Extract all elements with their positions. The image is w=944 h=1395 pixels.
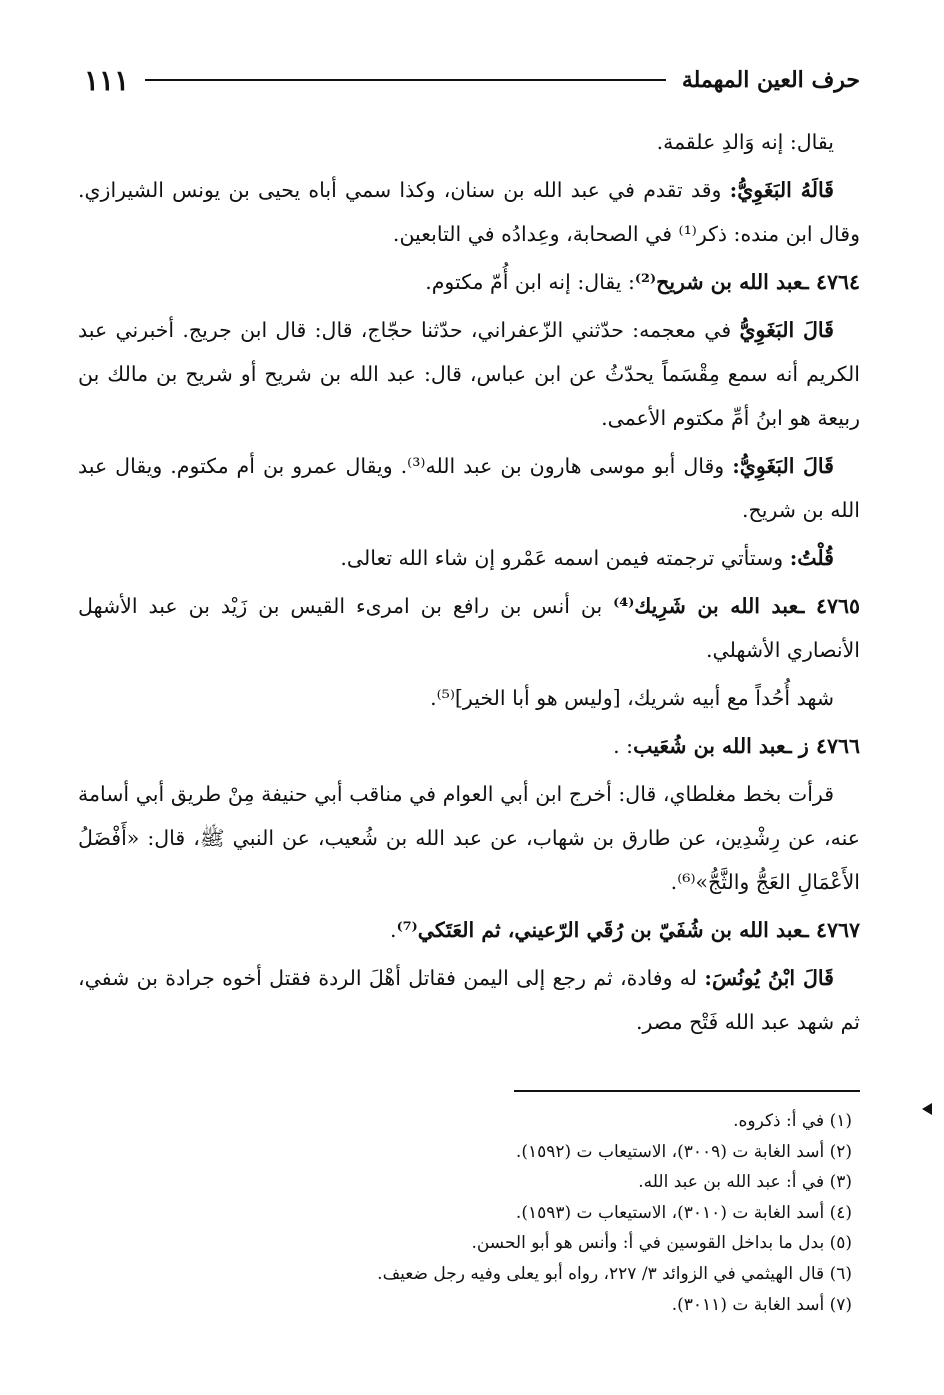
quoted-authority: قَالَهُ البَغَوِيُّ:	[729, 178, 834, 202]
entry-number: ٤٧٦٦ ز ـ	[785, 734, 860, 758]
biography-entry-4764	[78, 260, 860, 304]
paragraph	[78, 120, 860, 164]
entry-name: عبد الله بن شُعَيب	[633, 734, 786, 758]
chapter-title: حرف العين المهملة	[681, 67, 860, 93]
paragraph-text: في معجمه: حدّثني الزّعفراني، حدّثنا حجّاج، قال: قال ابن جريج. أخبرني عبد الكريم أنه سمع مِقْسَماً يحدّثُ عن ابن عباس، قال: عبد الله بن شريح أو شريح بن مالك بن ربيعة هو ابنُ أمِّ مكتوم الأعمى.	[78, 318, 860, 430]
paragraph-text: شهد أُحُداً مع أبيه شريك، [وليس هو أبا الخير]⁽⁵⁾.	[430, 686, 834, 710]
quoted-authority: قُلْتُ:	[789, 546, 834, 570]
paragraph-text: قرأت بخط مغلطاي، قال: أخرج ابن أبي العوام في مناقب أبي حنيفة مِنْ طريق أبي أسامة عنه، عن رِشْدِين، عن طارق بن شهاب، عن عبد الله بن شُعيب، عن النبي ﷺ، قال: «أَفْضَلُ الأَعْمَالِ العَجُّ والثَّجُّ»⁽⁶⁾.	[78, 782, 860, 894]
paragraph	[78, 772, 860, 904]
entry-number: ٤٧٦٧ ـ	[802, 918, 860, 942]
entry-text: .	[390, 918, 397, 942]
footnote: (١) في أ: ذكروه.	[733, 1111, 852, 1131]
footnote: (٤) أسد الغابة ت (٣٠١٠)، الاستيعاب ت (١٥٩٣).	[515, 1202, 852, 1223]
scan-edge-mark	[922, 1103, 932, 1115]
paragraph-text: وقال أبو موسى هارون بن عبد الله⁽³⁾. ويقال عمرو بن أم مكتوم. ويقال عبد الله بن شريح.	[78, 454, 860, 522]
footnote: (٦) قال الهيثمي في الزوائد ٣/ ٢٢٧، رواه أبو يعلى وفيه رجل ضعيف.	[377, 1263, 852, 1284]
paragraph-text: يقال: إنه وَالدِ علقمة.	[656, 130, 834, 154]
footnote: (٧) أسد الغابة ت (٣٠١١).	[671, 1294, 852, 1315]
entry-name: عبد الله بن شَرِيك⁽⁴⁾	[613, 594, 799, 618]
quoted-authority: قَالَ البَغَوِيُّ:	[732, 454, 834, 478]
biography-entry-4766	[78, 724, 860, 768]
quoted-authority: قَالَ البَغَوِيُّ	[739, 318, 834, 342]
paragraph	[78, 536, 860, 580]
paragraph	[78, 676, 860, 720]
entry-name: عبد الله بن شريح⁽²⁾	[634, 270, 803, 294]
entry-text: بن أنس بن رافع بن امرىء القيس بن زَيْد بن عبد الأشهل الأنصاري الأشهلي.	[78, 594, 860, 662]
biography-entry-4767	[78, 908, 860, 952]
running-header	[84, 58, 860, 102]
footnote: (٣) في أ: عبد الله بن عبد الله.	[638, 1172, 852, 1193]
footnote: (٢) أسد الغابة ت (٣٠٠٩)، الاستيعاب ت (١٥٩٢).	[515, 1141, 852, 1162]
main-text	[78, 120, 860, 1048]
paragraph	[78, 168, 860, 256]
entry-text: : .	[613, 734, 634, 758]
entry-name: عبد الله بن شُفَيّ بن رُقَي الرّعيني، ثم العَتَكي⁽⁷⁾	[396, 918, 803, 942]
page-number: ١١١	[84, 63, 130, 97]
footnote-divider	[514, 1090, 860, 1092]
entry-number: ٤٧٦٥ ـ	[798, 594, 860, 618]
paragraph	[78, 956, 860, 1044]
footnotes	[120, 1106, 852, 1320]
paragraph	[78, 308, 860, 440]
paragraph	[78, 444, 860, 532]
footnote: (٥) بدل ما بداخل القوسين في أ: وأنس هو أبو الحسن.	[471, 1233, 852, 1254]
quoted-authority: قَالَ ابْنُ يُونُسَ:	[704, 966, 834, 990]
paragraph-text: وستأتي ترجمته فيمن اسمه عَمْرو إن شاء الله تعالى.	[340, 546, 784, 570]
header-rule	[145, 79, 666, 81]
entry-text: : يقال: إنه ابن أُمّ مكتوم.	[425, 270, 635, 294]
paragraph-text: له وفادة، ثم رجع إلى اليمن فقاتل أهْلَ الردة فقتل أخوه جرادة بن شفي، ثم شهد عبد الله فَتْح مصر.	[78, 966, 860, 1034]
paragraph-text: وقد تقدم في عبد الله بن سنان، وكذا سمي أباه يحيى بن يونس الشيرازي. وقال ابن منده: ذكر⁽¹⁾ في الصحابة، وعِدادُه في التابعين.	[78, 178, 860, 246]
biography-entry-4765	[78, 584, 860, 672]
entry-number: ٤٧٦٤ ـ	[802, 270, 860, 294]
